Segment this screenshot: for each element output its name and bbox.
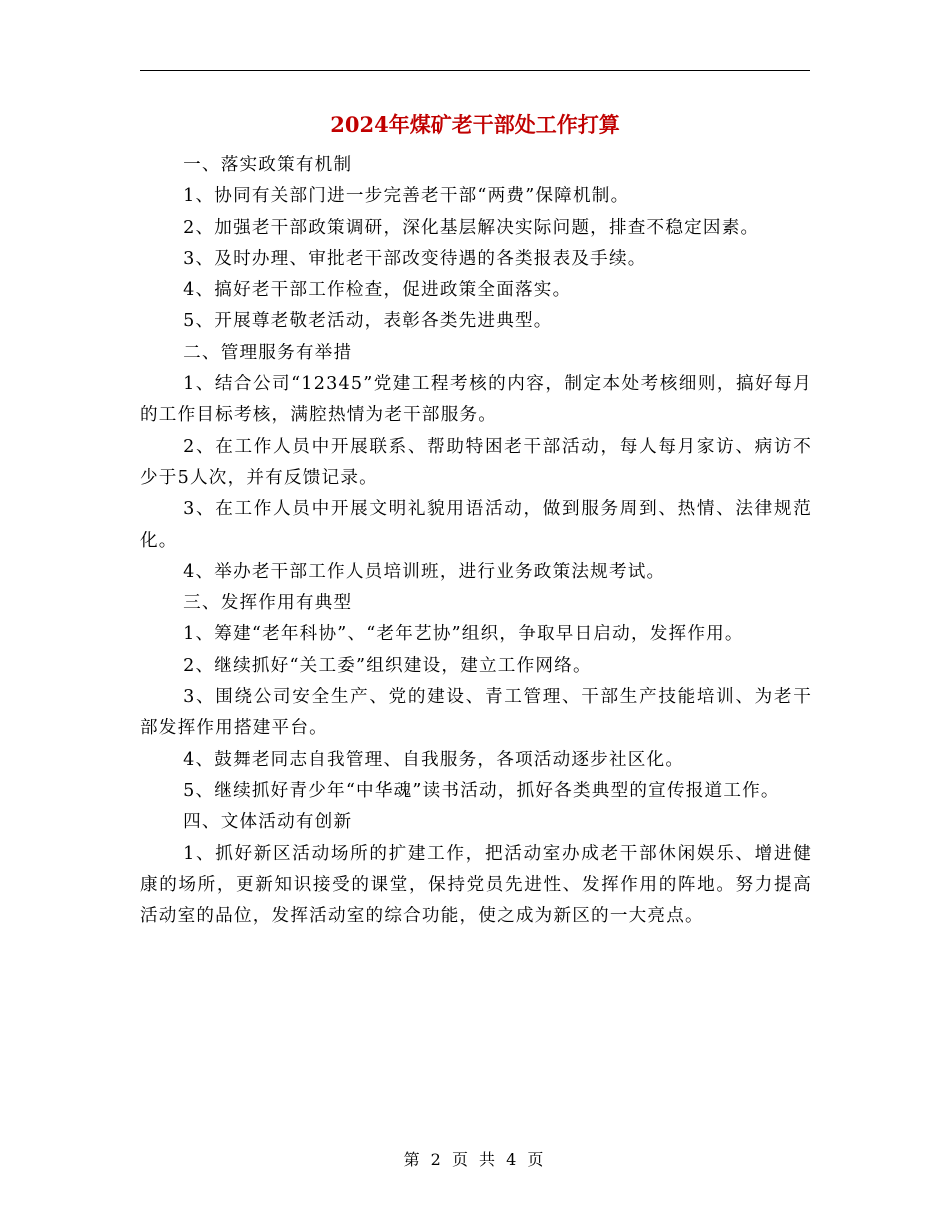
paragraph: 1、结合公司“12345”党建工程考核的内容，制定本处考核细则，搞好每月的工作目标考核，满腔热情为老干部服务。 xyxy=(140,374,812,426)
section-heading-2: 二、管理服务有举措 xyxy=(183,342,353,363)
paragraph: 3、围绕公司安全生产、党的建设、青工管理、干部生产技能培训、为老干部发挥作用搭建平台。 xyxy=(140,687,812,739)
header-rule xyxy=(140,70,810,71)
paragraph: 3、在工作人员中开展文明礼貌用语活动，做到服务周到、热情、法律规范化。 xyxy=(140,499,812,551)
paragraph: 2、加强老干部政策调研，深化基层解决实际问题，排查不稳定因素。 xyxy=(183,217,760,238)
section-heading-1: 一、落实政策有机制 xyxy=(183,155,353,175)
paragraph: 1、筹建“老年科协”、“老年艺协”组织，争取早日启动，发挥作用。 xyxy=(183,624,744,645)
paragraph: 2、继续抓好“关工委”组织建设，建立工作网络。 xyxy=(183,655,592,676)
paragraph: 3、及时办理、审批老干部改变待遇的各类报表及手续。 xyxy=(183,248,647,269)
paragraph: 1、协同有关部门进一步完善老干部“两费”保障机制。 xyxy=(183,186,630,207)
paragraph: 4、鼓舞老同志自我管理、自我服务，各项活动逐步社区化。 xyxy=(183,749,685,770)
document-body xyxy=(140,150,812,932)
paragraph: 4、搞好老干部工作检查，促进政策全面落实。 xyxy=(183,280,572,301)
section-heading-4: 四、文体活动有创新 xyxy=(183,812,353,833)
section-heading-3: 三、发挥作用有典型 xyxy=(183,593,353,614)
paragraph: 5、继续抓好青少年“中华魂”读书活动，抓好各类典型的宣传报道工作。 xyxy=(183,780,780,801)
paragraph: 2、在工作人员中开展联系、帮助特困老干部活动，每人每月家访、病访不少于5人次，并有反馈记录。 xyxy=(140,436,812,488)
document-title: 2024年煤矿老干部处工作打算 xyxy=(330,112,620,137)
paragraph: 4、举办老干部工作人员培训班，进行业务政策法规考试。 xyxy=(183,561,666,582)
page-number-footer: 第 2 页 共 4 页 xyxy=(403,1150,547,1169)
paragraph: 1、抓好新区活动场所的扩建工作，把活动室办成老干部休闲娱乐、增进健康的场所，更新知识接受的课堂，保持党员先进性、发挥作用的阵地。努力提高活动室的品位，发挥活动室的综合功能，使之成为新区的一大亮点。 xyxy=(140,843,812,927)
paragraph: 5、开展尊老敬老活动，表彰各类先进典型。 xyxy=(183,311,553,332)
